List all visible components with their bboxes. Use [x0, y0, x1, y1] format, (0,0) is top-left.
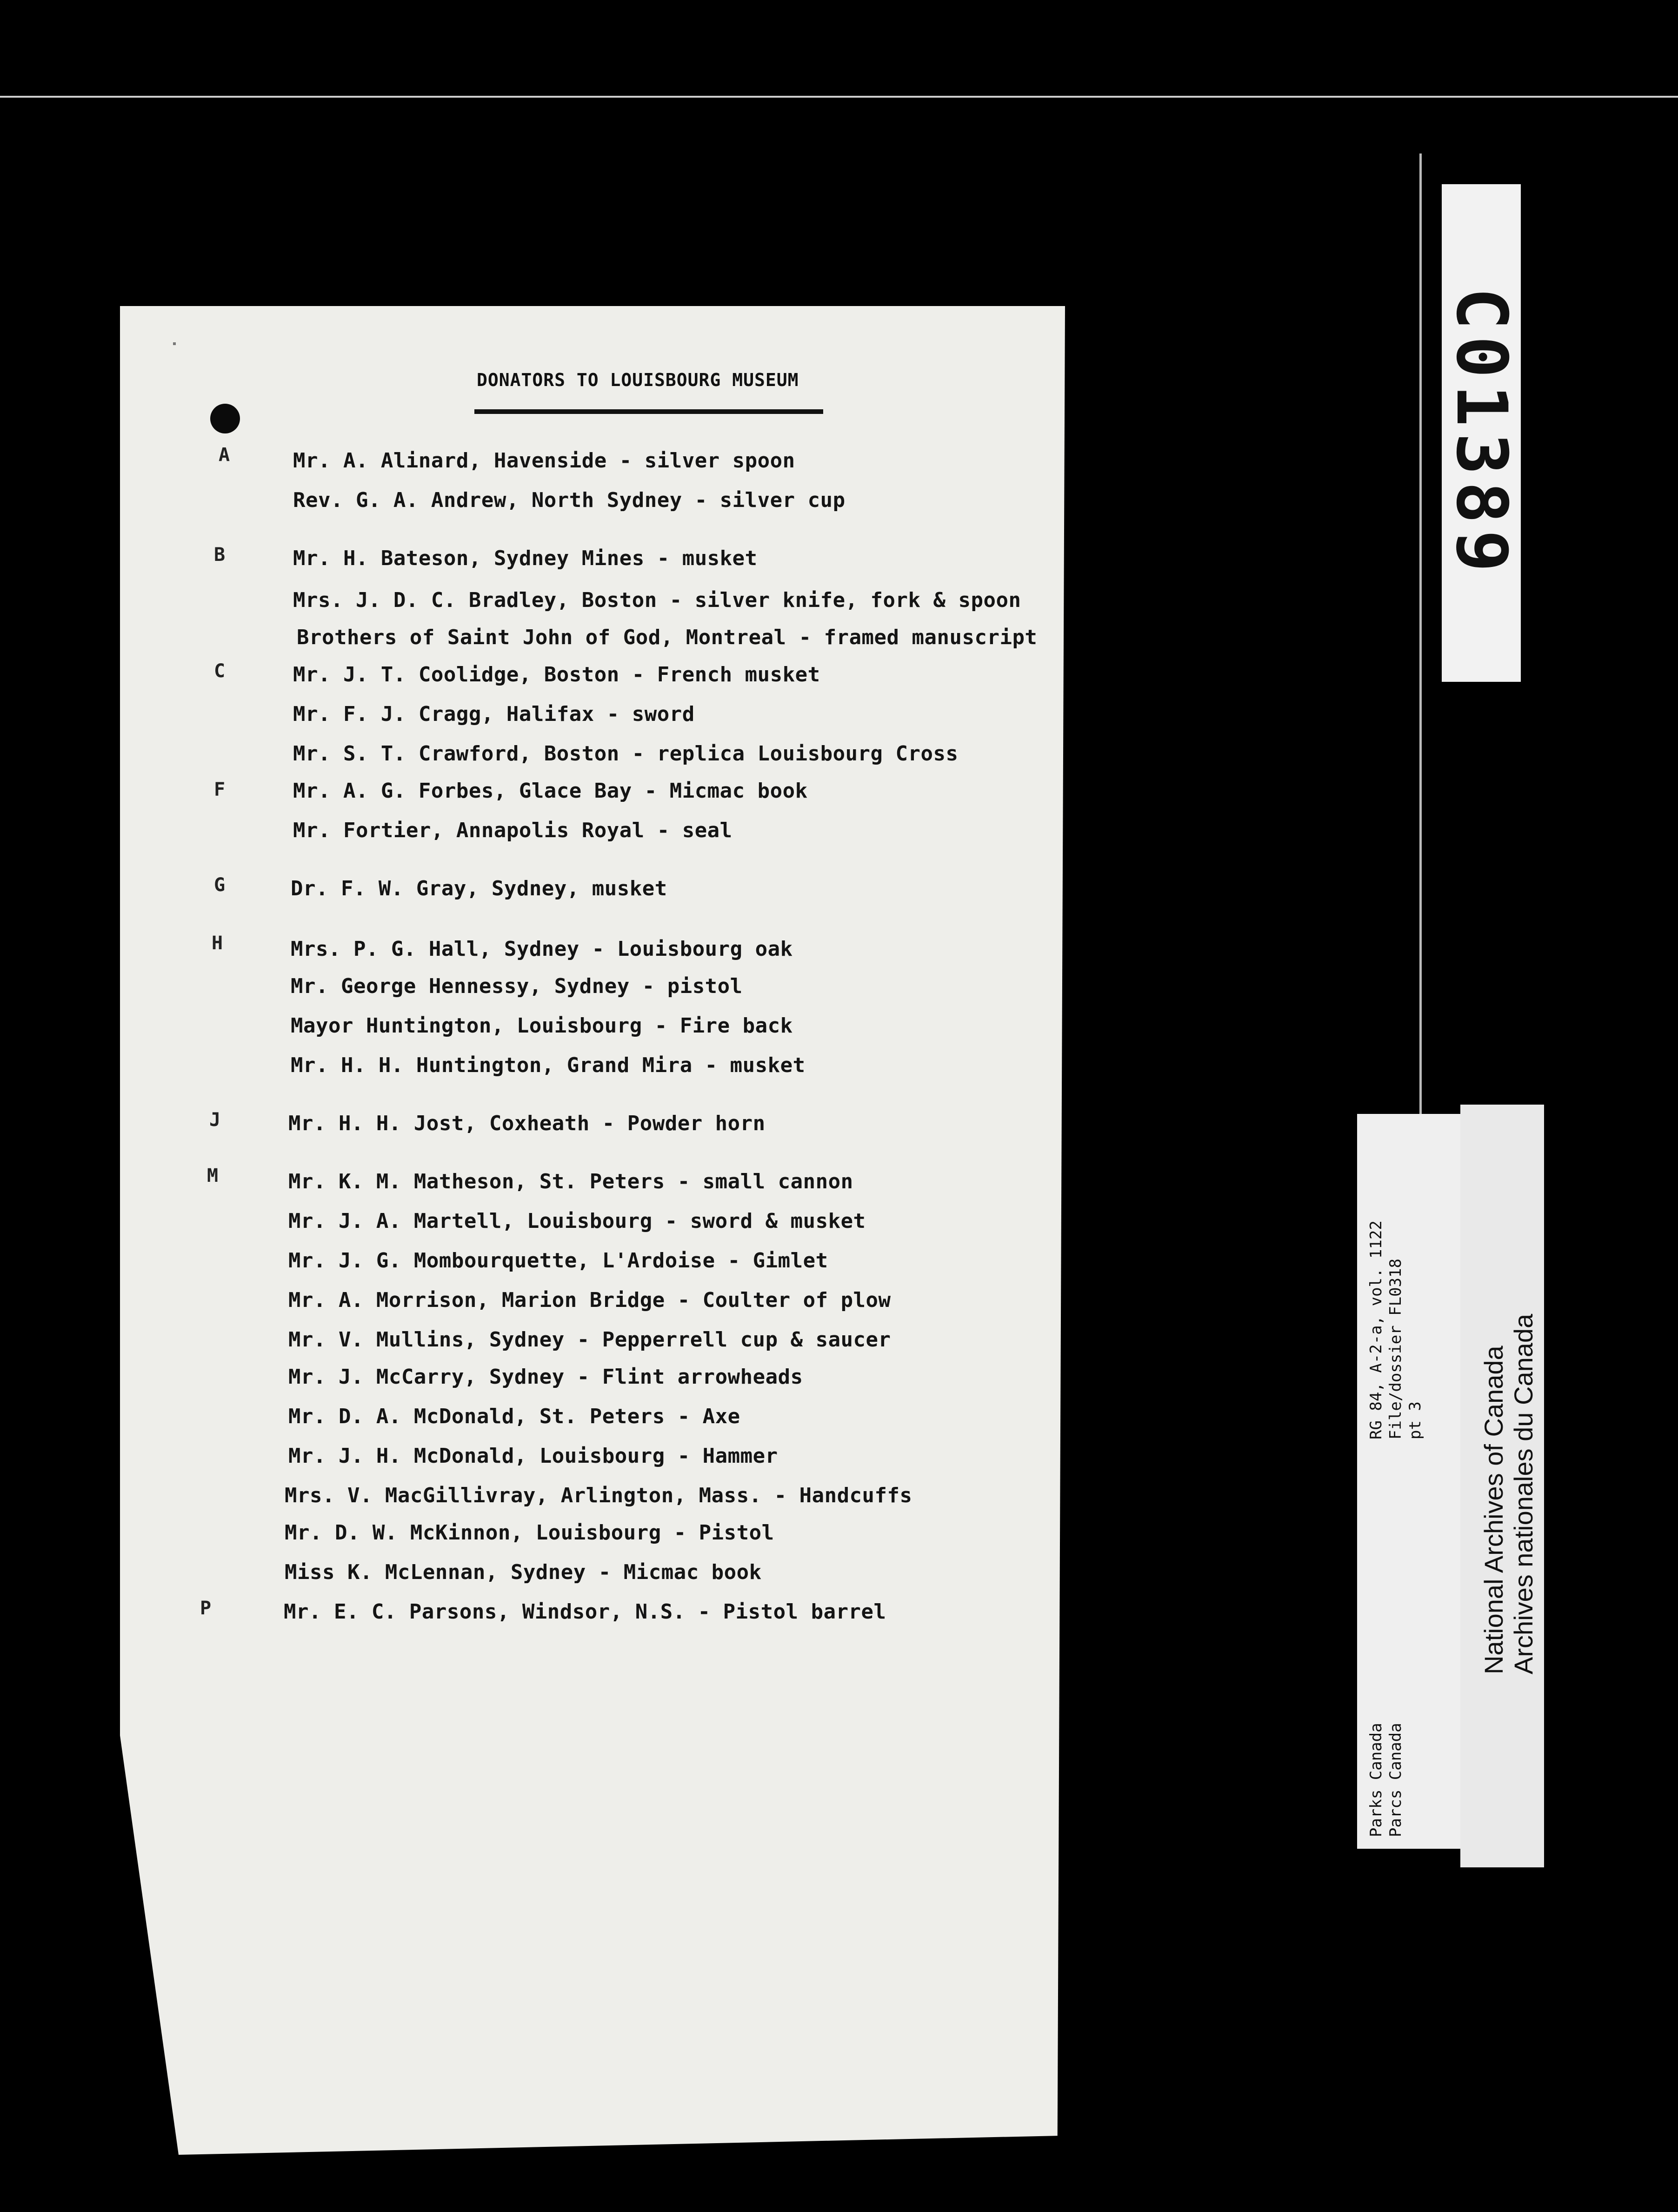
- donor-entry: Mrs. J. D. C. Bradley, Boston - silver knife, fork & spoon: [293, 588, 1021, 612]
- index-letter-c: C: [214, 660, 226, 682]
- donor-entry: Mr. F. J. Cragg, Halifax - sword: [293, 702, 695, 726]
- national-archives-fr: Archives nationales du Canada: [1509, 1313, 1538, 1674]
- donor-entry: Miss K. McLennan, Sydney - Micmac book: [285, 1560, 762, 1584]
- donor-entry: Mr. A. G. Forbes, Glace Bay - Micmac book: [293, 779, 808, 803]
- title-underline: [474, 409, 823, 414]
- donor-entry: Rev. G. A. Andrew, North Sydney - silver cup: [293, 488, 846, 512]
- donor-entry: Mr. E. C. Parsons, Windsor, N.S. - Pistol barrel: [284, 1600, 886, 1624]
- index-letter-m: M: [207, 1165, 219, 1186]
- parks-canada-fr: Parcs Canada: [1386, 1723, 1405, 1837]
- frame-number: C01389: [1441, 287, 1522, 579]
- donor-entry: Mr. A. Morrison, Marion Bridge - Coulter of plow: [288, 1288, 891, 1312]
- index-letter-g: G: [214, 874, 226, 896]
- document-title: DONATORS TO LOUISBOURG MUSEUM: [477, 370, 799, 390]
- punch-hole: [210, 404, 240, 433]
- archive-reference-line: pt 3: [1406, 1401, 1425, 1439]
- donor-entry: Mr. D. A. McDonald, St. Peters - Axe: [288, 1405, 740, 1428]
- donor-entry: Mr. H. H. Huntington, Grand Mira - musket: [291, 1053, 806, 1077]
- donor-entry: Mr. V. Mullins, Sydney - Pepperrell cup & saucer: [288, 1328, 891, 1352]
- index-letter-p: P: [200, 1598, 212, 1619]
- donor-entry: Dr. F. W. Gray, Sydney, musket: [291, 877, 667, 900]
- donor-entry: Mayor Huntington, Louisbourg - Fire back: [291, 1014, 793, 1038]
- donor-entry: Mr. S. T. Crawford, Boston - replica Louisbourg Cross: [293, 742, 959, 766]
- index-letter-j: J: [209, 1109, 221, 1131]
- index-letter-h: H: [212, 933, 223, 954]
- donor-entry: Mr. H. H. Jost, Coxheath - Powder horn: [288, 1112, 766, 1135]
- donor-entry: Mr. Fortier, Annapolis Royal - seal: [293, 819, 732, 842]
- donor-entry: Brothers of Saint John of God, Montreal - framed manuscript: [297, 626, 1038, 649]
- film-margin-rule: [1419, 153, 1422, 1260]
- donor-entry: Mr. K. M. Matheson, St. Peters - small cannon: [288, 1170, 853, 1193]
- donor-entry: Mr. J. H. McDonald, Louisbourg - Hammer: [288, 1444, 778, 1468]
- paper-speck: [173, 342, 176, 345]
- donor-entry: Mrs. P. G. Hall, Sydney - Louisbourg oak: [291, 937, 793, 961]
- archive-reference-line: File/dossier FL0318: [1386, 1259, 1405, 1439]
- archive-reference-line: RG 84, A-2-a, vol. 1122: [1367, 1220, 1385, 1439]
- donor-entry: Mr. J. A. Martell, Louisbourg - sword & musket: [288, 1209, 866, 1233]
- parks-canada-en: Parks Canada: [1367, 1723, 1385, 1837]
- film-edge-line: [0, 96, 1678, 98]
- frame-number-holder: [1442, 184, 1521, 682]
- donor-entry: Mr. George Hennessy, Sydney - pistol: [291, 974, 743, 998]
- donor-entry: Mr. H. Bateson, Sydney Mines - musket: [293, 546, 758, 570]
- index-letter-a: A: [219, 444, 230, 466]
- donor-entry: Mr. J. G. Mombourquette, L'Ardoise - Gimlet: [288, 1249, 828, 1273]
- donor-entry: Mr. J. T. Coolidge, Boston - French musket: [293, 663, 820, 686]
- national-archives-card: [1460, 1105, 1544, 1867]
- archive-reference-card: [1357, 1114, 1466, 1849]
- national-archives-en: National Archives of Canada: [1479, 1346, 1508, 1674]
- donor-entry: Mr. J. McCarry, Sydney - Flint arrowheads: [288, 1365, 803, 1389]
- index-letter-b: B: [214, 544, 226, 566]
- index-letter-f: F: [214, 779, 226, 800]
- donor-entry: Mr. A. Alinard, Havenside - silver spoon: [293, 449, 795, 473]
- donor-entry: Mrs. V. MacGillivray, Arlington, Mass. - Handcuffs: [285, 1484, 912, 1507]
- donor-entry: Mr. D. W. McKinnon, Louisbourg - Pistol: [285, 1521, 774, 1545]
